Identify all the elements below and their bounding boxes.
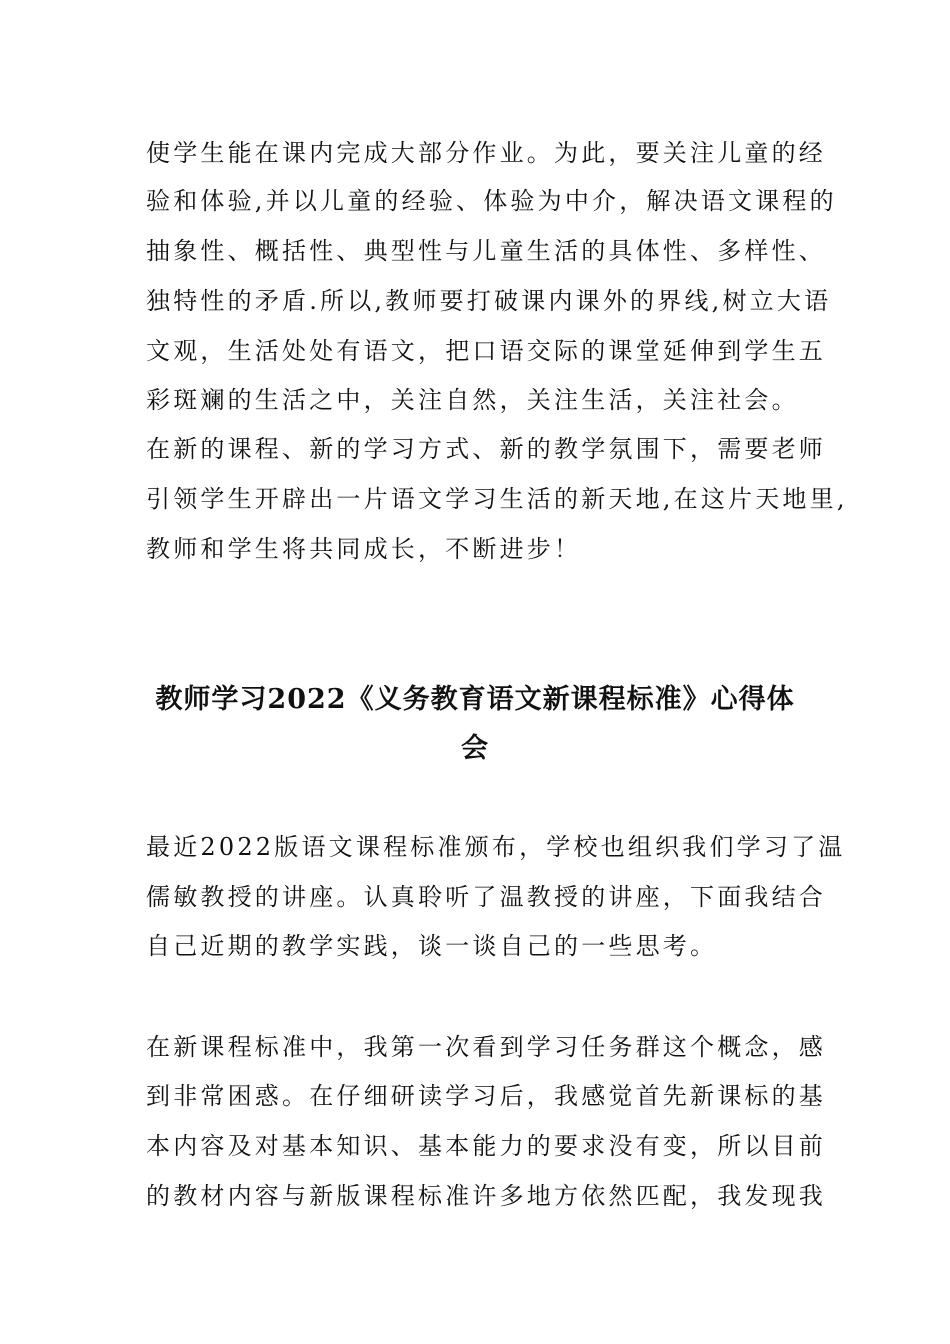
text-line: 引领学生开辟出一片语文学习生活的新天地,在这片天地里,: [146, 485, 848, 513]
text-line: 到非常困惑。在仔细研读学习后，我感觉首先新课标的基: [146, 1082, 826, 1110]
text-line: 验和体验,并以儿童的经验、体验为中介，解决语文课程的: [146, 187, 837, 215]
article-title-line-1: 教师学习2022《义务教育语文新课程标准》心得体: [155, 684, 795, 715]
text-line: 彩斑斓的生活之中，关注自然，关注生活，关注社会。: [146, 386, 799, 414]
text-line: 使学生能在课内完成大部分作业。为此，要关注儿童的经: [146, 139, 826, 167]
text-line: 的教材内容与新版课程标准许多地方依然匹配，我发现我: [146, 1182, 826, 1210]
text-line: 独特性的矛盾.所以,教师要打破课内课外的界线,树立大语: [146, 287, 832, 315]
text-line: 自己近期的教学实践，谈一谈自己的一些思考。: [146, 932, 718, 960]
text-line: 抽象性、概括性、典型性与儿童生活的具体性、多样性、: [146, 237, 826, 265]
text-line: 文观，生活处处有语文，把口语交际的课堂延伸到学生五: [146, 337, 826, 365]
text-line: 最近2022版语文课程标准颁布，学校也组织我们学习了温: [146, 833, 846, 861]
text-line: 儒敏教授的讲座。认真聆听了温教授的讲座，下面我结合: [146, 883, 826, 911]
article-title-line-2: 会: [461, 733, 489, 764]
text-line: 教师和学生将共同成长，不断进步！: [146, 535, 582, 563]
text-line: 在新课程标准中，我第一次看到学习任务群这个概念，感: [146, 1033, 826, 1061]
text-line: 本内容及对基本知识、基本能力的要求没有变，所以目前: [146, 1132, 826, 1160]
text-line: 在新的课程、新的学习方式、新的教学氛围下，需要老师: [146, 435, 826, 463]
